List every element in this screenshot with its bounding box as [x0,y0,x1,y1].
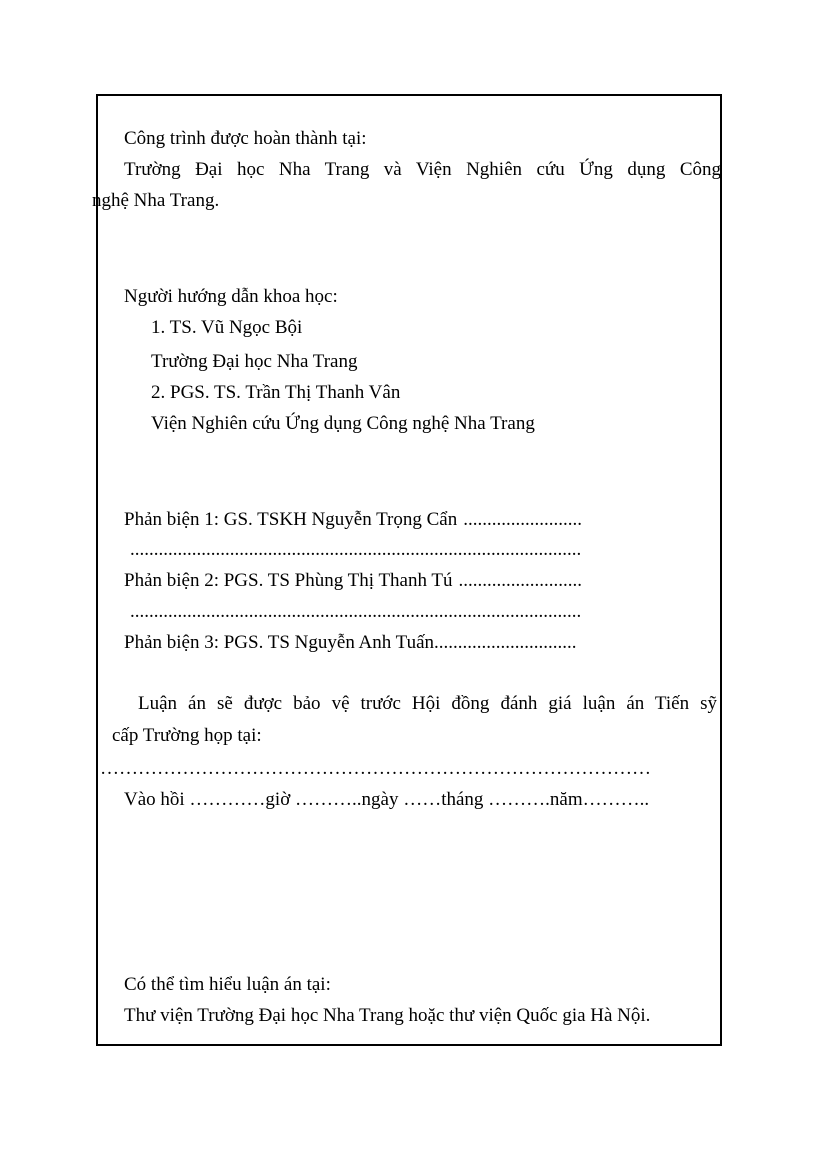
supervisor-1-org: Trường Đại học Nha Trang [151,351,358,372]
defense-dots: …………………………………………………………………………… [100,758,651,779]
completed-line-1: Trường Đại học Nha Trang và Viện Nghiên cứu Ứng dụng Công [124,159,721,180]
reviewer-3 [124,632,577,654]
defense-line-1: Luận án sẽ được bảo vệ trước Hội đồng đánh giá luận án Tiến sỹ [138,693,717,714]
supervisor-2-name: 2. PGS. TS. Trần Thị Thanh Vân [151,382,401,403]
completed-line-2: nghệ Nha Trang. [92,190,220,211]
reviewer-2-dots: .......................... [458,570,582,591]
supervisors-label: Người hướng dẫn khoa học: [124,286,338,307]
dotted-line-2: ............................................................................................... [130,601,582,622]
defense-time-line: Vào hồi …………giờ ………..ngày ……tháng ……….năm……….. [124,789,650,810]
defense-line-2: cấp Trường họp tại: [112,725,262,746]
reviewer-2 [124,570,582,592]
reviewer-1-dots: ......................... [463,509,582,530]
reviewer-3-text: Phản biện 3: PGS. TS Nguyễn Anh Tuấn [124,632,435,653]
library-line: Thư viện Trường Đại học Nha Trang hoặc thư viện Quốc gia Hà Nội. [124,1005,651,1026]
reviewer-3-dots: .............................. [434,632,577,653]
reviewer-1-text: Phản biện 1: GS. TSKH Nguyễn Trọng Cẩn [124,509,458,530]
reviewer-1 [124,509,582,531]
dotted-line-1: ............................................................................................... [130,539,582,560]
supervisor-2-org: Viện Nghiên cứu Ứng dụng Công nghệ Nha Trang [151,413,535,434]
library-label: Có thể tìm hiểu luận án tại: [124,974,331,995]
completed-label: Công trình được hoàn thành tại: [124,128,367,149]
supervisor-1-name: 1. TS. Vũ Ngọc Bội [151,317,303,338]
reviewer-2-text: Phản biện 2: PGS. TS Phùng Thị Thanh Tú [124,570,453,591]
